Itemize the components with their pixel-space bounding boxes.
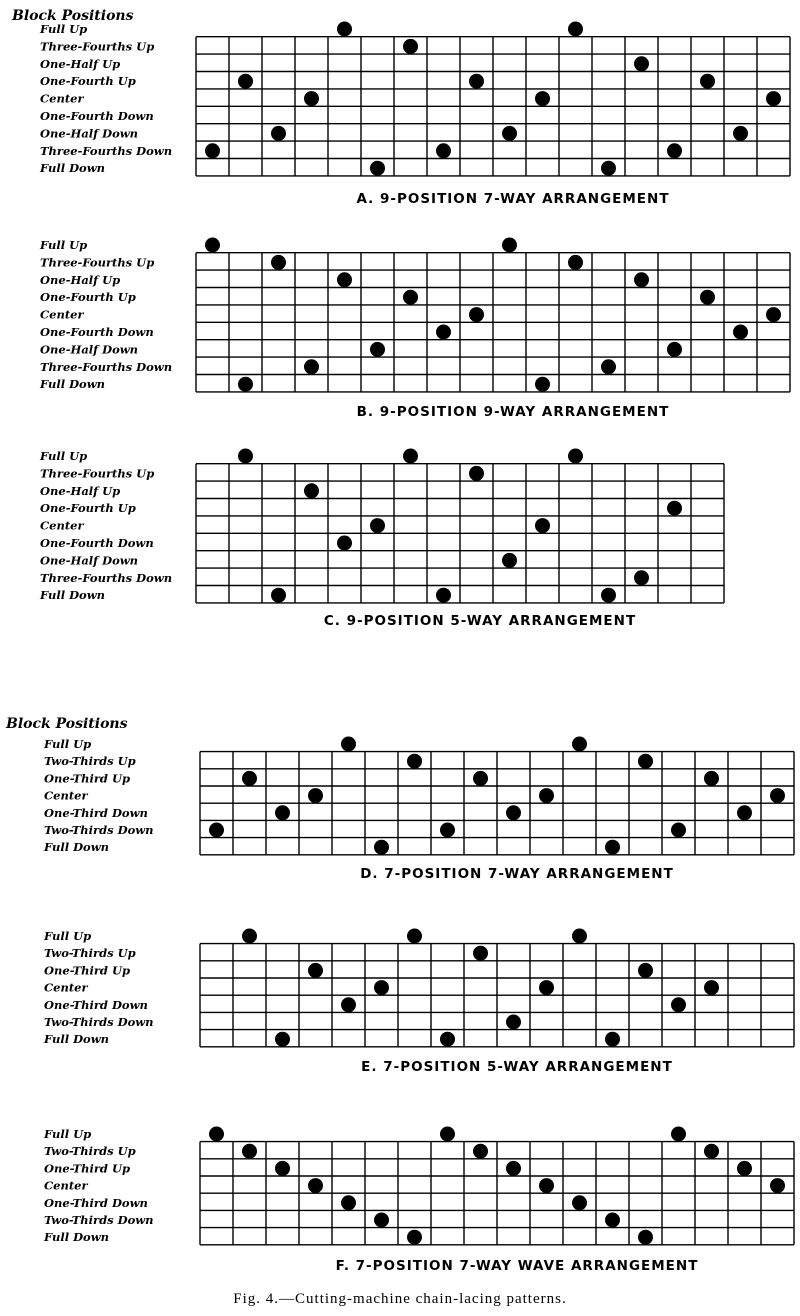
block-dot [403, 39, 418, 54]
block-dot [304, 483, 319, 498]
level-label: Full Up [40, 22, 88, 36]
block-dot [671, 823, 686, 838]
block-dot [766, 307, 781, 322]
block-dot [436, 588, 451, 603]
block-dot [535, 518, 550, 533]
block-dot [539, 980, 554, 995]
block-dot [601, 359, 616, 374]
block-dot [407, 929, 422, 944]
panel-caption: F. 7-POSITION 7-WAY WAVE ARRANGEMENT [335, 1258, 699, 1274]
block-dot [436, 143, 451, 158]
block-dot [341, 997, 356, 1012]
level-label: Full Up [40, 449, 88, 463]
level-label: Full Up [44, 1127, 92, 1141]
block-dot [638, 754, 653, 769]
block-dot [473, 771, 488, 786]
panel-b [39, 238, 790, 421]
level-label: One-Half Down [40, 553, 139, 568]
level-label: Full Down [40, 377, 105, 392]
block-dot [337, 272, 352, 287]
block-dot [242, 1144, 257, 1159]
block-dot [238, 74, 253, 89]
block-dot [638, 963, 653, 978]
level-label: Two-Thirds Up [44, 1144, 136, 1159]
level-label: Full Down [40, 588, 105, 603]
block-dot [440, 1032, 455, 1047]
panel-d [43, 737, 794, 883]
level-label: Full Up [40, 238, 88, 252]
block-dot [308, 788, 323, 803]
block-dot [572, 737, 587, 752]
level-label: One-Third Down [44, 997, 148, 1012]
block-dot [308, 1178, 323, 1193]
level-label: One-Half Up [40, 56, 121, 71]
block-dot [704, 980, 719, 995]
level-label: One-Third Up [44, 963, 131, 978]
panel-a [39, 22, 790, 208]
level-label: Two-Thirds Up [44, 946, 136, 961]
block-dot [403, 290, 418, 305]
level-label: One-Fourth Up [40, 74, 136, 89]
level-label: Full Up [44, 929, 92, 943]
level-label: Center [44, 1178, 88, 1193]
block-dot [535, 91, 550, 106]
block-dot [568, 255, 583, 270]
level-label: Full Down [44, 1230, 109, 1245]
block-dot [440, 823, 455, 838]
level-label: Full Down [44, 840, 109, 855]
block-dot [601, 588, 616, 603]
panel-caption: C. 9-POSITION 5-WAY ARRANGEMENT [323, 613, 637, 629]
level-label: Three-Fourths Down [40, 359, 173, 374]
block-dot [638, 1230, 653, 1245]
block-dot [568, 22, 583, 37]
block-dot [308, 963, 323, 978]
block-dot [671, 997, 686, 1012]
block-dot [733, 126, 748, 141]
panel-caption: D. 7-POSITION 7-WAY ARRANGEMENT [360, 866, 674, 882]
level-label: One-Third Up [44, 1161, 131, 1176]
level-label: One-Third Down [44, 1195, 148, 1210]
block-dot [275, 805, 290, 820]
block-dot [502, 553, 517, 568]
level-label: Three-Fourths Down [40, 570, 173, 585]
level-label: One-Third Down [44, 805, 148, 820]
level-label: One-Fourth Down [40, 325, 154, 339]
level-label: One-Fourth Up [40, 501, 136, 516]
block-dot [601, 161, 616, 176]
level-label: One-Fourth Down [40, 536, 154, 550]
block-dot [209, 1127, 224, 1142]
level-label: One-Half Up [40, 483, 121, 498]
block-dot [605, 1032, 620, 1047]
block-dot [667, 501, 682, 516]
block-dot [634, 570, 649, 585]
block-dot [242, 929, 257, 944]
block-dot [370, 342, 385, 357]
block-dot [242, 771, 257, 786]
level-label: Center [40, 307, 84, 322]
level-label: Three-Fourths Up [40, 255, 155, 270]
level-label: Full Up [44, 737, 92, 751]
block-dot [671, 1127, 686, 1142]
block-dot [700, 290, 715, 305]
block-dot [667, 342, 682, 357]
block-dot [506, 1161, 521, 1176]
level-label: Center [40, 91, 84, 106]
block-dot [502, 126, 517, 141]
block-dot [605, 840, 620, 855]
block-dot [209, 823, 224, 838]
block-dot [539, 788, 554, 803]
block-dot [733, 325, 748, 340]
block-dot [572, 929, 587, 944]
block-dot [568, 449, 583, 464]
block-dot [275, 1161, 290, 1176]
level-label: One-Half Down [40, 126, 139, 141]
level-label: One-Fourth Up [40, 290, 136, 305]
block-dot [374, 1213, 389, 1228]
level-label: Full Down [40, 161, 105, 176]
block-dot [374, 840, 389, 855]
block-dot [238, 377, 253, 392]
block-dot [605, 1213, 620, 1228]
block-dot [469, 74, 484, 89]
panel-caption: B. 9-POSITION 9-WAY ARRANGEMENT [356, 404, 670, 420]
level-label: One-Third Up [44, 771, 131, 786]
level-label: Center [44, 980, 88, 995]
panel-caption: A. 9-POSITION 7-WAY ARRANGEMENT [356, 191, 670, 207]
block-dot [469, 307, 484, 322]
block-dot [407, 754, 422, 769]
block-dot [506, 805, 521, 820]
block-dot [341, 1195, 356, 1210]
block-dot [403, 449, 418, 464]
level-label: Two-Thirds Up [44, 754, 136, 769]
block-dot [502, 238, 517, 253]
block-dot [337, 536, 352, 551]
level-label: Full Down [44, 1032, 109, 1047]
block-dot [374, 980, 389, 995]
figure-caption: Fig. 4.—Cutting-machine chain-lacing patterns. [233, 1291, 567, 1307]
block-dot [667, 143, 682, 158]
block-dot [634, 272, 649, 287]
block-dot [700, 74, 715, 89]
level-label: Center [44, 788, 88, 803]
panel-c [39, 449, 724, 630]
block-dot [473, 1144, 488, 1159]
level-label: Center [40, 518, 84, 533]
block-dot [704, 1144, 719, 1159]
block-dot [205, 143, 220, 158]
panel-caption: E. 7-POSITION 5-WAY ARRANGEMENT [361, 1059, 673, 1075]
level-label: Two-Thirds Down [44, 1015, 154, 1029]
block-dot [440, 1127, 455, 1142]
panel-f [43, 1127, 794, 1275]
level-label: Three-Fourths Up [40, 466, 155, 481]
block-dot [770, 788, 785, 803]
block-dot [271, 255, 286, 270]
block-dot [572, 1195, 587, 1210]
level-label: Two-Thirds Down [44, 1213, 154, 1227]
level-label: Three-Fourths Up [40, 39, 155, 54]
block-dot [407, 1230, 422, 1245]
block-dot [737, 1161, 752, 1176]
level-label: One-Fourth Down [40, 109, 154, 123]
block-dot [304, 359, 319, 374]
block-dot [766, 91, 781, 106]
block-dot [704, 771, 719, 786]
block-dot [370, 161, 385, 176]
panels [39, 22, 794, 1275]
block-dot [370, 518, 385, 533]
panel-e [43, 929, 794, 1076]
block-dot [535, 377, 550, 392]
level-label: One-Half Down [40, 342, 139, 357]
level-label: Two-Thirds Down [44, 823, 154, 837]
block-dot [337, 22, 352, 37]
block-dot [770, 1178, 785, 1193]
block-dot [737, 805, 752, 820]
level-label: One-Half Up [40, 272, 121, 287]
block-dot [205, 238, 220, 253]
heading-block-positions-bottom: Block Positions [6, 716, 128, 732]
block-dot [341, 737, 356, 752]
block-dot [304, 91, 319, 106]
heading-block-positions-top: Block Positions [12, 8, 134, 24]
block-dot [469, 466, 484, 481]
block-dot [473, 946, 488, 961]
level-label: Three-Fourths Down [40, 143, 173, 158]
block-dot [271, 126, 286, 141]
block-dot [436, 325, 451, 340]
block-dot [506, 1015, 521, 1030]
block-dot [539, 1178, 554, 1193]
block-dot [271, 588, 286, 603]
block-dot [634, 56, 649, 71]
block-dot [275, 1032, 290, 1047]
block-dot [238, 449, 253, 464]
